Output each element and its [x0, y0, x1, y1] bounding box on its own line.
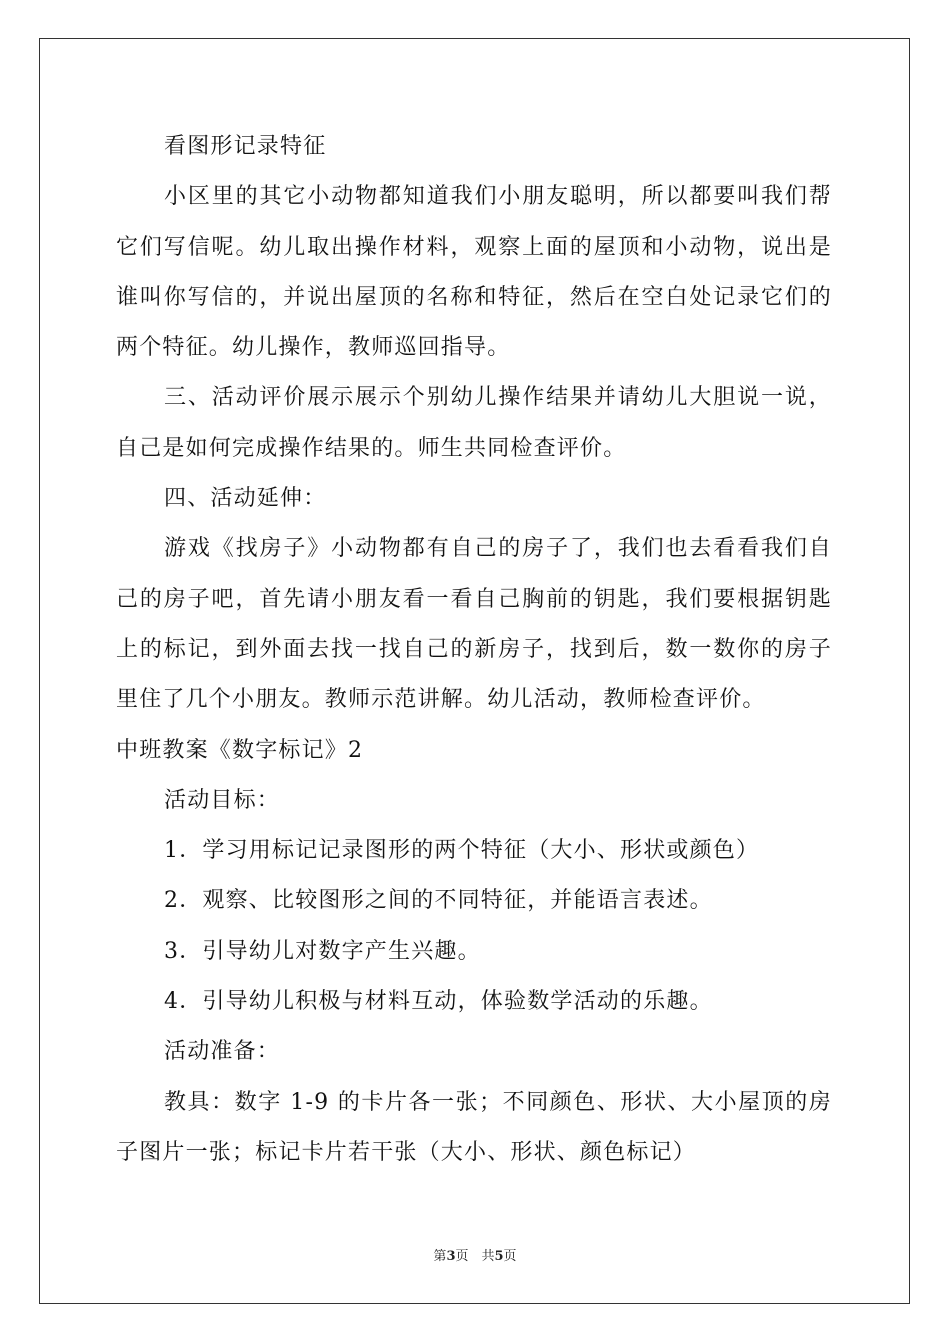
paragraph-heading-observe: 看图形记录特征 [164, 134, 327, 159]
footer-prefix: 第 [433, 1249, 447, 1264]
footer-suffix: 页 [503, 1249, 517, 1264]
paragraph-evaluation: 三、活动评价展示展示个别幼儿操作结果并请幼儿大胆说一说，自己是如何完成操作结果的。师生共同检查评价。 [116, 385, 832, 461]
preparation-label: 活动准备： [164, 1039, 281, 1065]
paragraph-extension-game: 游戏《找房子》小动物都有自己的房子了，我们也去看看我们自己的房子吧，首先请小朋友看一看自己胸前的钥匙，我们要根据钥匙上的标记，到外面去找一找自己的新房子，找到后，数一数你的房子里住了几个小朋友。教师示范讲解。幼儿活动，教师检查评价。 [116, 536, 832, 713]
goal-item: 3．引导幼儿对数字产生兴趣。 [164, 938, 481, 964]
paragraph-extension-heading: 四、活动延伸： [164, 486, 327, 512]
current-page-number: 3 [446, 1249, 456, 1264]
document-body [116, 122, 832, 1178]
goal-item: 2．观察、比较图形之间的不同特征，并能语言表述。 [164, 888, 713, 914]
lesson-title: 中班教案《数字标记》2 [116, 737, 364, 763]
preparation-text: 教具：数字 1-9 的卡片各一张；不同颜色、形状、大小屋顶的房子图片一张；标记卡片若干张（大小、形状、颜色标记） [116, 1089, 832, 1165]
goal-item: 4．引导幼儿积极与材料互动，体验数学活动的乐趣。 [164, 989, 713, 1015]
total-pages-number: 5 [494, 1249, 504, 1264]
footer-mid: 页 共 [455, 1249, 495, 1264]
goal-item: 1．学习用标记记录图形的两个特征（大小、形状或颜色） [164, 838, 760, 864]
goals-label: 活动目标： [164, 787, 281, 813]
paragraph-activity-description: 小区里的其它小动物都知道我们小朋友聪明，所以都要叫我们帮它们写信呢。幼儿取出操作材料，观察上面的屋顶和小动物，说出是谁叫你写信的，并说出屋顶的名称和特征，然后在空白处记录它们的两个特征。幼儿操作，教师巡回指导。 [116, 184, 832, 361]
page-footer [0, 1245, 950, 1264]
